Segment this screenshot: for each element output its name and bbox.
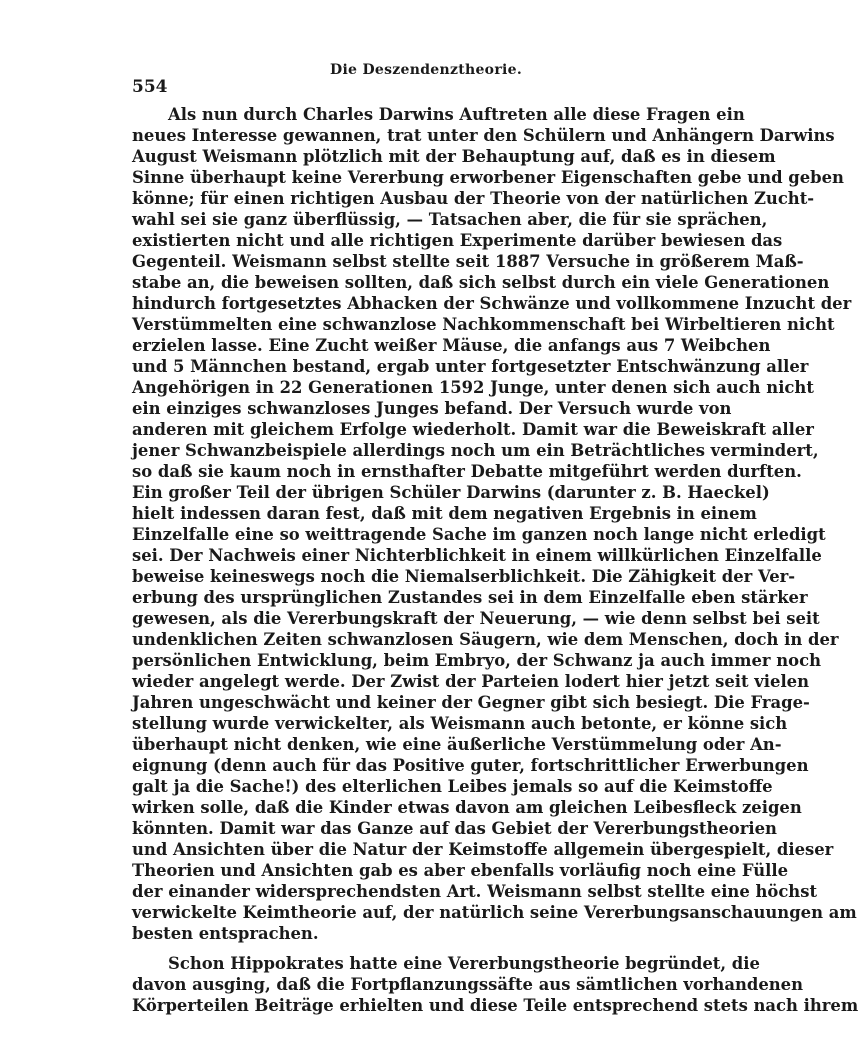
text-line: Ein großer Teil der übrigen Schüler Darwins (darunter z. B. Haeckel) — [132, 483, 770, 502]
text-line: galt ja die Sache!) des elterlichen Leibes jemals so auf die Keimstoffe — [132, 777, 773, 796]
text-line: persönlichen Entwicklung, beim Embryo, der Schwanz ja auch immer noch — [132, 651, 822, 670]
text-line: Körperteilen Beiträge erhielten und diese Teile entsprechend stets nach ihrem — [132, 996, 858, 1015]
text-line: könne; für einen richtigen Ausbau der Theorie von der natürlichen Zucht- — [132, 189, 815, 208]
text-line: hielt indessen daran fest, daß mit dem negativen Ergebnis in einem — [132, 504, 757, 523]
text-line: stabe an, die beweisen sollten, daß sich selbst durch ein viele Generationen — [132, 273, 830, 292]
text-line: Theorien und Ansichten gab es aber ebenfalls vorläufig noch eine Fülle — [132, 861, 788, 880]
text-line: davon ausging, daß die Fortpflanzungssäfte aus sämtlichen vorhandenen — [132, 975, 804, 994]
text-line: wahl sei sie ganz überflüssig, — Tatsachen aber, die für sie sprächen, — [132, 210, 768, 229]
text-line: erbung des ursprünglichen Zustandes sei in dem Einzelfalle eben stärker — [132, 588, 808, 607]
paragraph-gap — [132, 944, 672, 953]
text-line: jener Schwanzbeispiele allerdings noch um ein Beträchtliches vermindert, — [132, 441, 819, 460]
paragraph-1 — [132, 104, 857, 944]
text-line: Als nun durch Charles Darwins Auftreten alle diese Fragen ein — [168, 105, 745, 124]
text-line: ein einziges schwanzloses Junges befand. Der Versuch wurde von — [132, 399, 732, 418]
page-number: 554 — [132, 77, 168, 97]
text-line: wieder angelegt werde. Der Zwist der Parteien lodert hier jetzt seit vielen — [132, 672, 810, 691]
text-line: August Weismann plötzlich mit der Behauptung auf, daß es in diesem — [132, 147, 776, 166]
text-line: beweise keineswegs noch die Niemalserblichkeit. Die Zähigkeit der Ver- — [132, 567, 796, 586]
text-line: eignung (denn auch für das Positive guter, fortschrittlicher Erwerbungen — [132, 756, 809, 775]
text-line: Jahren ungeschwächt und keiner der Gegner gibt sich besiegt. Die Frage- — [132, 693, 810, 712]
text-line: sei. Der Nachweis einer Nichterblichkeit in einem willkürlichen Einzelfalle — [132, 546, 822, 565]
text-line: hindurch fortgesetztes Abhacken der Schwänze und vollkommene Inzucht der — [132, 294, 852, 313]
text-line: undenklichen Zeiten schwanzlosen Säugern, wie dem Menschen, doch in der — [132, 630, 839, 649]
text-line: der einander widersprechendsten Art. Weismann selbst stellte eine höchst — [132, 882, 818, 901]
text-line: Verstümmelten eine schwanzlose Nachkommenschaft bei Wirbeltieren nicht — [132, 315, 835, 334]
text-line: Einzelfalle eine so weittragende Sache im ganzen noch lange nicht erledigt — [132, 525, 826, 544]
running-head: Die Deszendenztheorie. — [330, 62, 522, 78]
text-line: Gegenteil. Weismann selbst stellte seit 1887 Versuche in größerem Maß- — [132, 252, 804, 271]
text-line: Schon Hippokrates hatte eine Vererbungstheorie begründet, die — [168, 954, 760, 973]
text-line: neues Interesse gewannen, trat unter den Schülern und Anhängern Darwins — [132, 126, 835, 145]
text-line: und 5 Männchen bestand, ergab unter fortgesetzter Entschwänzung aller — [132, 357, 809, 376]
text-line: existierten nicht und alle richtigen Experimente darüber bewiesen das — [132, 231, 783, 250]
text-line: erzielen lasse. Eine Zucht weißer Mäuse, die anfangs aus 7 Weibchen — [132, 336, 771, 355]
text-line: könnten. Damit war das Ganze auf das Gebiet der Vererbungstheorien — [132, 819, 777, 838]
paragraph-2 — [132, 953, 858, 1016]
body-text — [132, 104, 858, 1016]
text-line: Angehörigen in 22 Generationen 1592 Junge, unter denen sich auch nicht — [132, 378, 814, 397]
text-line: Sinne überhaupt keine Vererbung erworbener Eigenschaften gebe und geben — [132, 168, 844, 187]
text-line: anderen mit gleichem Erfolge wiederholt. Damit war die Beweiskraft aller — [132, 420, 814, 439]
text-line: gewesen, als die Vererbungskraft der Neuerung, — wie denn selbst bei seit — [132, 609, 820, 628]
text-line: so daß sie kaum noch in ernsthafter Debatte mitgeführt werden durften. — [132, 462, 802, 481]
text-line: stellung wurde verwickelter, als Weismann auch betonte, er könne sich — [132, 714, 788, 733]
text-line: verwickelte Keimtheorie auf, der natürlich seine Vererbungsanschauungen am — [132, 903, 857, 922]
text-line: überhaupt nicht denken, wie eine äußerliche Verstümmelung oder An- — [132, 735, 782, 754]
text-line: wirken solle, daß die Kinder etwas davon am gleichen Leibesfleck zeigen — [132, 798, 802, 817]
text-line: besten entsprachen. — [132, 924, 319, 943]
text-line: und Ansichten über die Natur der Keimstoffe allgemein übergespielt, dieser — [132, 840, 834, 859]
